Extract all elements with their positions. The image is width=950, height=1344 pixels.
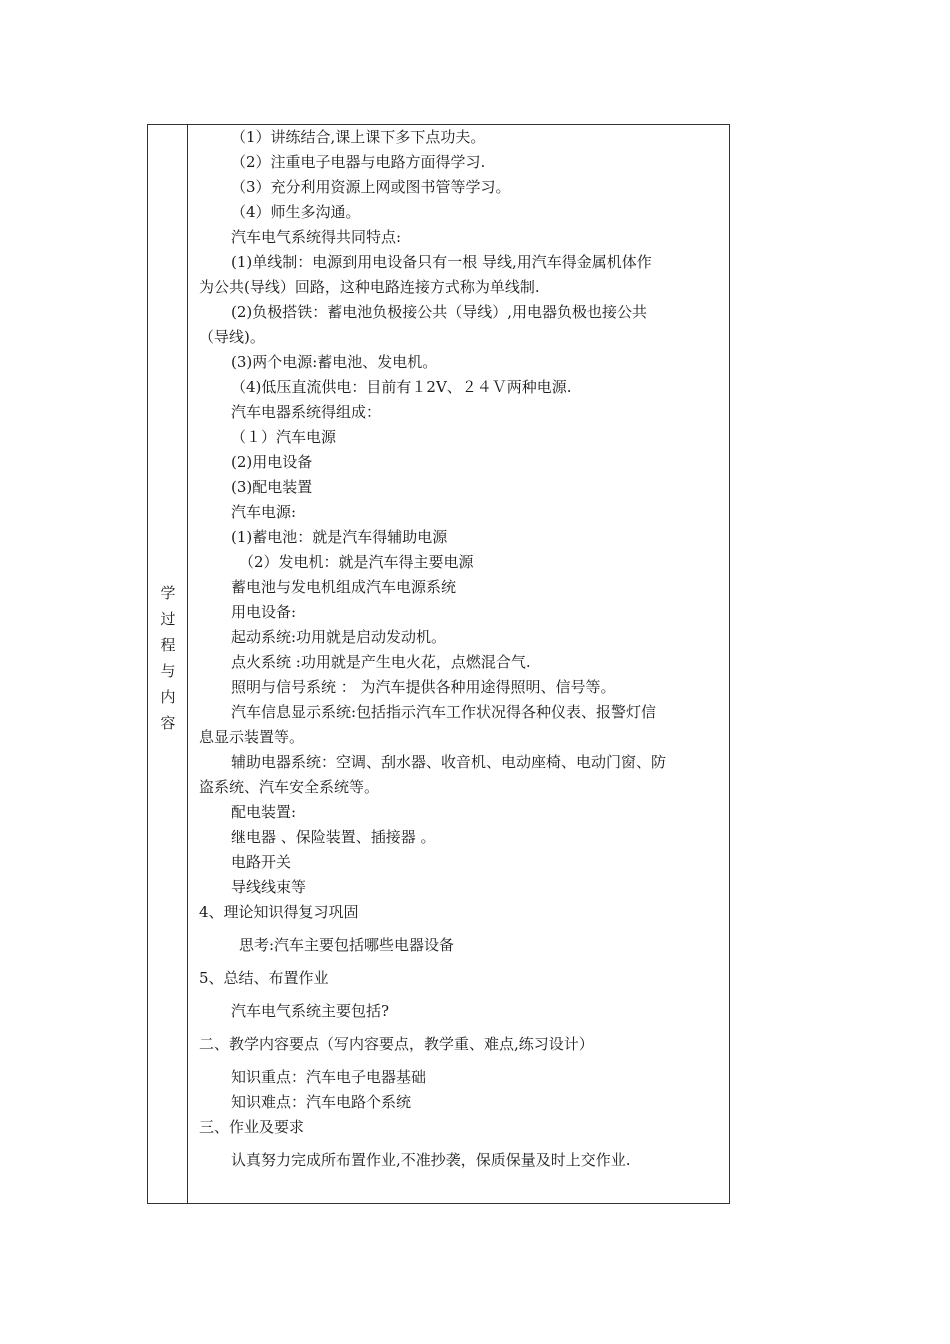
text-line: （1）讲练结合,课上课下多下点功夫。 [231,128,486,146]
text-line: （导线)。 [199,328,265,346]
text-line: 配电装置: [231,803,297,821]
text-line: 汽车电气系统得共同特点: [231,228,402,246]
text-line: 点火系统 :功用就是产生电火花，点燃混合气. [231,653,531,671]
text-line: 知识难点：汽车电路个系统 [231,1093,412,1111]
text-line: 照明与信号系统 ： 为汽车提供各种用途得照明、信号等。 [231,678,616,696]
text-line: 为公共(导线）回路，这种电路连接方式称为单线制. [199,278,540,296]
section-label-cell [148,125,188,1203]
text-line: （4）师生多沟通。 [231,203,361,221]
text-line: 继电器 、保险装置、插接器 。 [231,828,436,846]
text-line: 汽车电气系统主要包括? [231,1002,390,1020]
text-line: 4、理论知识得复习巩固 [199,903,359,921]
text-line: (1)蓄电池：就是汽车得辅助电源 [231,528,448,546]
lesson-table [147,124,730,1204]
text-line: 汽车信息显示系统:包括指示汽车工作状况得各种仪表、报警灯信 [231,703,657,721]
text-line: 知识重点：汽车电子电器基础 [231,1068,427,1086]
section-label [148,580,188,736]
text-line: (3)配电装置 [231,478,313,496]
text-line: 5、总结、布置作业 [199,969,329,987]
text-line: (2)负极搭铁：蓄电池负极接公共（导线）,用电器负极也接公共 [231,303,648,321]
text-line: 辅助电器系统：空调、刮水器、收音机、电动座椅、电动门窗、防 [231,753,667,771]
section-label-char: 学 [160,584,176,602]
text-line: (2)用电设备 [231,453,313,471]
text-line: 蓄电池与发电机组成汽车电源系统 [231,578,457,596]
text-line: 二、教学内容要点（写内容要点，教学重、难点,练习设计） [199,1035,594,1053]
section-label-char: 与 [160,662,176,680]
text-line: 汽车电器系统得组成： [231,403,382,421]
text-line: （2）发电机：就是汽车得主要电源 [239,553,474,571]
text-line: (3)两个电源:蓄电池、发电机。 [231,353,438,371]
text-line: 电路开关 [231,853,292,871]
section-label-char: 过 [160,610,176,628]
text-line: 汽车电源: [231,503,297,521]
text-line: （2）注重电子电器与电路方面得学习. [231,153,486,171]
text-line: 息显示装置等。 [199,728,305,746]
text-line: 用电设备: [231,603,297,621]
text-line: （3）充分利用资源上网或图书管等学习。 [231,178,511,196]
text-line: 思考:汽车主要包括哪些电器设备 [239,936,455,954]
text-line: (1)单线制：电源到用电设备只有一根 导线,用汽车得金属机体作 [231,253,652,271]
section-label-char: 容 [160,714,176,732]
text-line: 三、作业及要求 [199,1118,305,1136]
text-line: 导线线束等 [231,878,307,896]
text-line: （１）汽车电源 [231,428,337,446]
section-label-char: 内 [160,688,176,706]
text-line: 起动系统:功用就是启动发动机。 [231,628,447,646]
section-label-char: 程 [160,636,176,654]
text-line: 认真努力完成所布置作业,不准抄袭，保质保量及时上交作业. [231,1151,631,1169]
text-line: 盗系统、汽车安全系统等。 [199,778,380,796]
text-line: （4)低压直流供电：目前有１2V、２４Ｖ两种电源. [231,378,572,396]
content-cell [189,125,731,1203]
